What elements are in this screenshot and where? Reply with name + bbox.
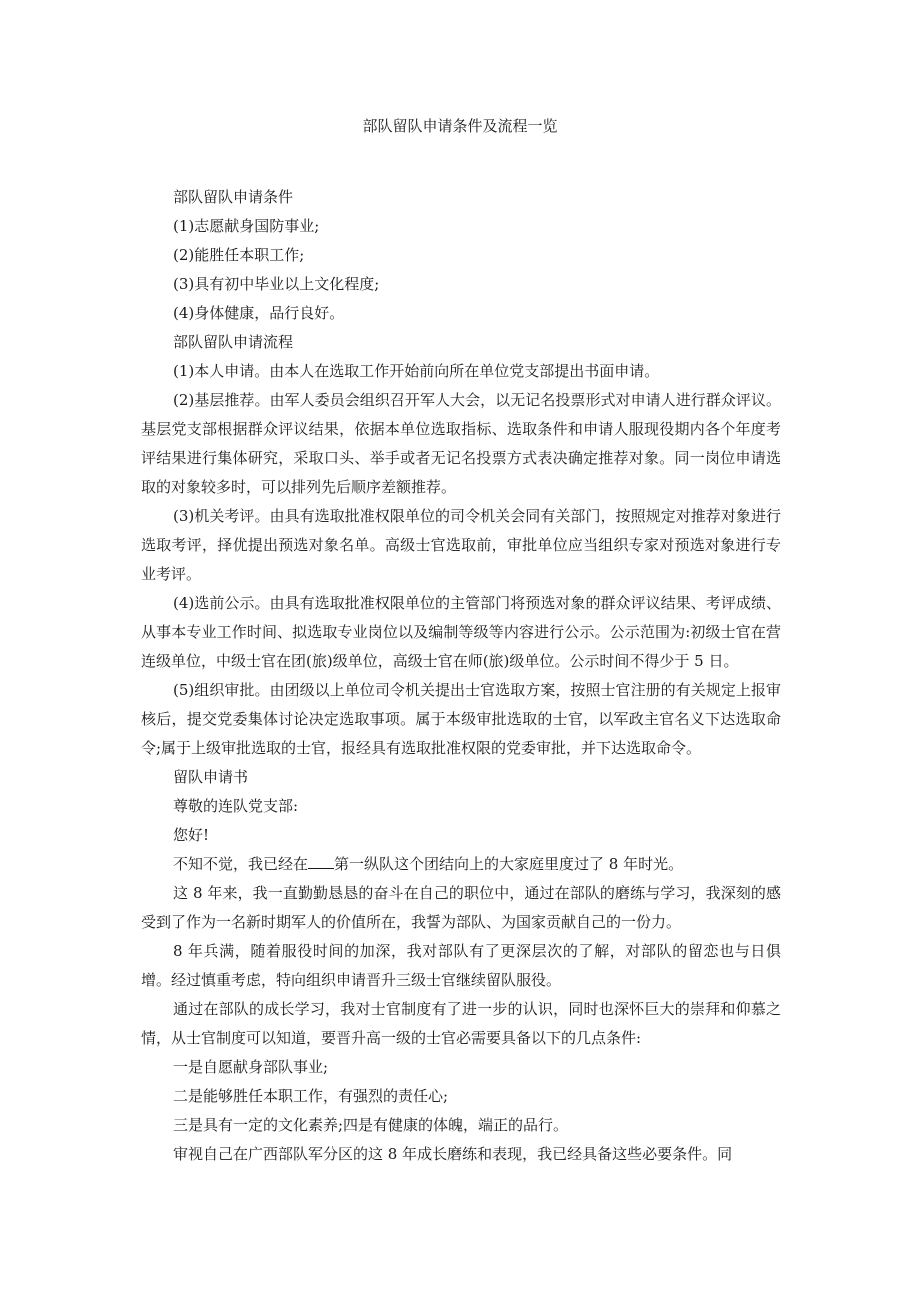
document-title: 部队留队申请条件及流程一览 — [362, 117, 558, 135]
process-step: (2)基层推荐。由军人委员会组织召开军人大会，以无记名投票形式对申请人进行群众评议。基层党支部根据群众评议结果，依据本单位选取指标、选取条件和申请人服现役期内各个年度考评结果进行集体研究，采取口头、举手或者无记名投票方式表决确定推荐对象。同一岗位申请选取的对象较多时，可以排列先后顺序差额推荐。 — [141, 391, 781, 496]
letter-greeting: 您好! — [173, 826, 210, 844]
paragraph-text: 第一纵队这个团结向上的大家庭里度过了 8 年时光。 — [334, 855, 684, 873]
document-body — [141, 183, 781, 1169]
letter-heading: 留队申请书 — [173, 768, 249, 786]
condition-item: (3)具有初中毕业以上文化程度; — [173, 275, 380, 293]
letter-paragraph: 这 8 年来，我一直勤勤恳恳的奋斗在自己的职位中，通过在部队的磨练与学习，我深刻的感受到了作为一名新时期军人的价值所在，我誓为部队、为国家贡献自己的一份力。 — [141, 884, 781, 931]
process-step: (5)组织审批。由团级以上单位司令机关提出士官选取方案，按照士官注册的有关规定上报审核后，提交党委集体讨论决定选取事项。属于本级审批选取的士官，以军政主官名义下达选取命令;属于上级审批选取的士官，报经具有选取批准权限的党委审批，并下达选取命令。 — [141, 681, 781, 757]
letter-list-item: 三是具有一定的文化素养;四是有健康的体魄，端正的品行。 — [173, 1116, 569, 1134]
section-heading-conditions: 部队留队申请条件 — [173, 188, 294, 206]
process-step: (1)本人申请。由本人在选取工作开始前向所在单位党支部提出书面申请。 — [173, 362, 660, 380]
letter-list-item: 二是能够胜任本职工作，有强烈的责任心; — [173, 1087, 449, 1105]
condition-item: (1)志愿献身国防事业; — [173, 217, 320, 235]
letter-list-item: 一是自愿献身部队事业; — [173, 1058, 329, 1076]
letter-paragraph: 通过在部队的成长学习，我对士官制度有了进一步的认识，同时也深怀巨大的崇拜和仰慕之情，从士官制度可以知道，要晋升高一级的士官必需要具备以下的几点条件: — [141, 1000, 781, 1047]
letter-paragraph: 8 年兵满，随着服役时间的加深，我对部队有了更深层次的了解，对部队的留恋也与日俱增。经过慎重考虑，特向组织申请晋升三级士官继续留队服役。 — [141, 942, 781, 989]
paragraph-text: 不知不觉，我已经在 — [173, 855, 309, 873]
process-step: (3)机关考评。由具有选取批准权限单位的司令机关会同有关部门，按照规定对推荐对象进行选取考评，择优提出预选对象名单。高级士官选取前，审批单位应当组织专家对预选对象进行专业考评。 — [141, 507, 781, 583]
letter-salutation: 尊敬的连队党支部: — [173, 797, 299, 815]
condition-item: (4)身体健康，品行良好。 — [173, 304, 345, 322]
section-heading-process: 部队留队申请流程 — [173, 333, 294, 351]
condition-item: (2)能胜任本职工作; — [173, 246, 305, 264]
process-step: (4)选前公示。由具有选取批准权限单位的主管部门将预选对象的群众评议结果、考评成绩、从事本专业工作时间、拟选取专业岗位以及编制等级等内容进行公示。公示范围为:初级士官在营连级单位，中级士官在团(旅)级单位，高级士官在师(旅)级单位。公示时间不得少于 5 日。 — [141, 594, 781, 670]
letter-paragraph: 审视自己在广西部队军分区的这 8 年成长磨练和表现，我已经具备这些必要条件。同 — [173, 1145, 733, 1163]
letter-paragraph — [141, 850, 781, 879]
fill-in-blank — [308, 854, 334, 869]
